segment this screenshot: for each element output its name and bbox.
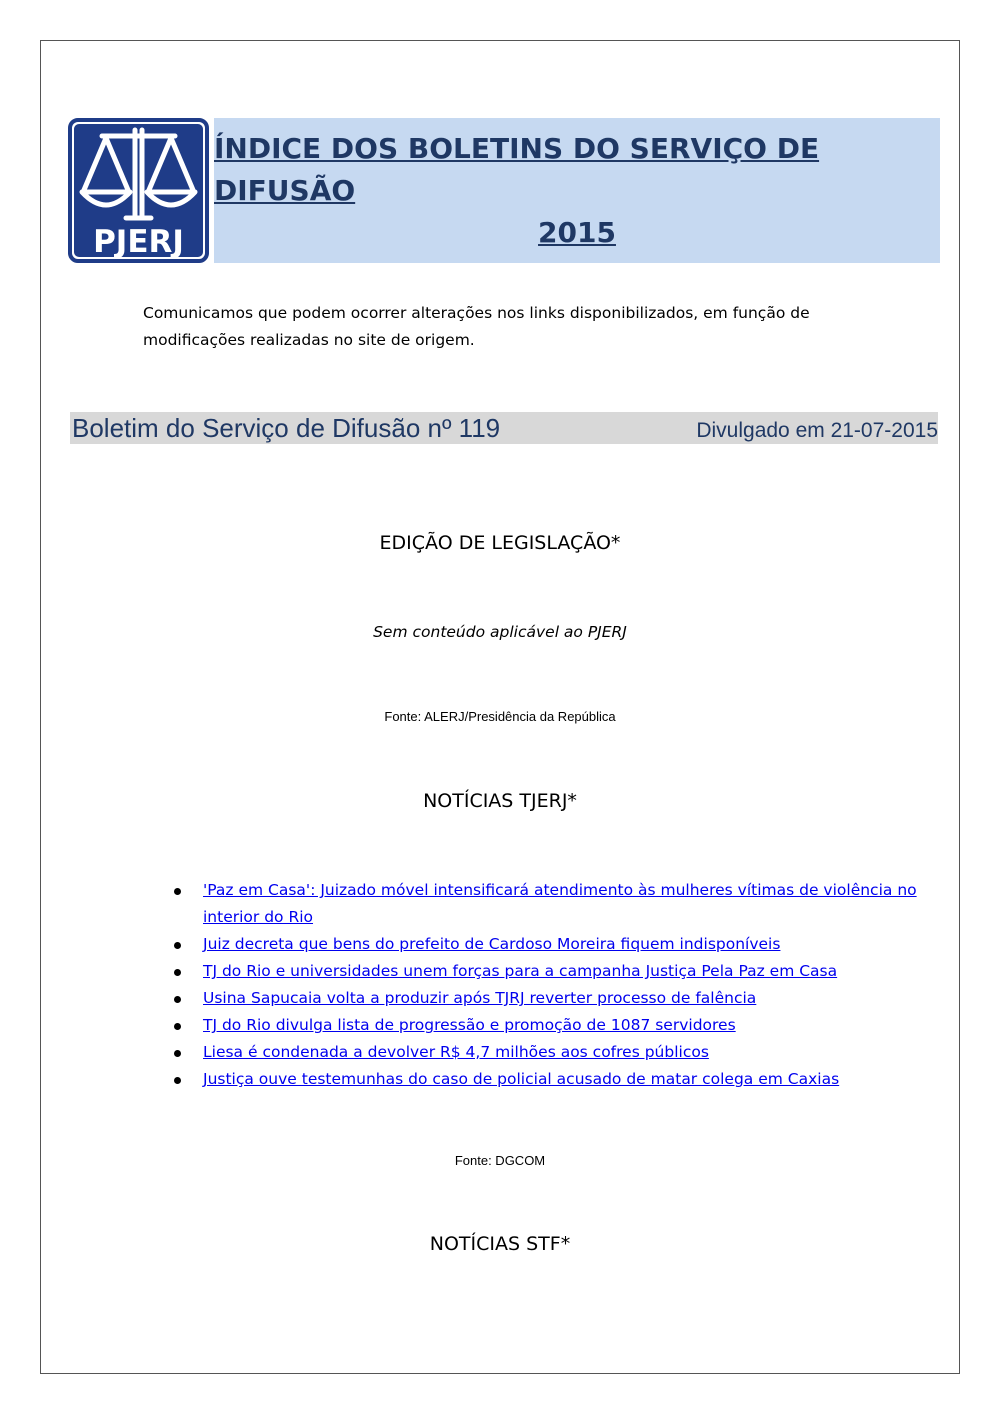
news-link[interactable]: TJ do Rio divulga lista de progressão e promoção de 1087 servidores (203, 1016, 736, 1034)
news-link[interactable]: Justiça ouve testemunhas do caso de policial acusado de matar colega em Caxias (203, 1070, 840, 1088)
news-link[interactable]: Juiz decreta que bens do prefeito de Cardoso Moreira fiquem indisponíveis (203, 935, 781, 953)
tjerj-heading: NOTÍCIAS TJERJ* (423, 790, 577, 812)
bullet-icon (174, 996, 181, 1003)
logo-text: PJERJ (93, 224, 184, 260)
page-title-line2: 2015 (538, 215, 616, 249)
notice-text: Comunicamos que podem ocorrer alterações nos links disponibilizados, em função de modificações realizadas no site de origem. (143, 304, 810, 349)
list-item (172, 985, 917, 1012)
pjerj-logo (68, 118, 209, 263)
stf-heading: NOTÍCIAS STF* (429, 1233, 571, 1255)
list-item (172, 877, 917, 931)
news-link[interactable]: Liesa é condenada a devolver R$ 4,7 milhões aos cofres públicos (203, 1043, 709, 1061)
list-item (172, 931, 917, 958)
title-banner (214, 118, 940, 263)
news-link[interactable]: 'Paz em Casa': Juizado móvel intensificará atendimento às mulheres vítimas de violência no interior do Rio (203, 881, 917, 926)
page-title-line1: ÍNDICE DOS BOLETINS DO SERVIÇO DE DIFUSÃO (214, 131, 820, 207)
bullet-icon (174, 969, 181, 976)
tjerj-news-list (172, 877, 917, 1093)
bulletin-title: Boletim do Serviço de Difusão nº 119 (72, 413, 501, 443)
list-item (172, 1012, 917, 1039)
list-item (172, 958, 917, 985)
bullet-icon (174, 1050, 181, 1057)
legislacao-heading: EDIÇÃO DE LEGISLAÇÃO* (379, 532, 621, 554)
bullet-icon (174, 1023, 181, 1030)
legislacao-source: Fonte: ALERJ/Presidência da República (384, 709, 616, 724)
bullet-icon (174, 942, 181, 949)
bullet-icon (174, 888, 181, 895)
news-link[interactable]: Usina Sapucaia volta a produzir após TJRJ reverter processo de falência (203, 989, 757, 1007)
list-item (172, 1066, 917, 1093)
tjerj-source: Fonte: DGCOM (454, 1153, 546, 1168)
bulletin-date: Divulgado em 21-07-2015 (696, 419, 938, 442)
news-link[interactable]: TJ do Rio e universidades unem forças para a campanha Justiça Pela Paz em Casa (203, 962, 838, 980)
legislacao-note: Sem conteúdo aplicável ao PJERJ (373, 623, 627, 641)
bullet-icon (174, 1077, 181, 1084)
list-item (172, 1039, 917, 1066)
